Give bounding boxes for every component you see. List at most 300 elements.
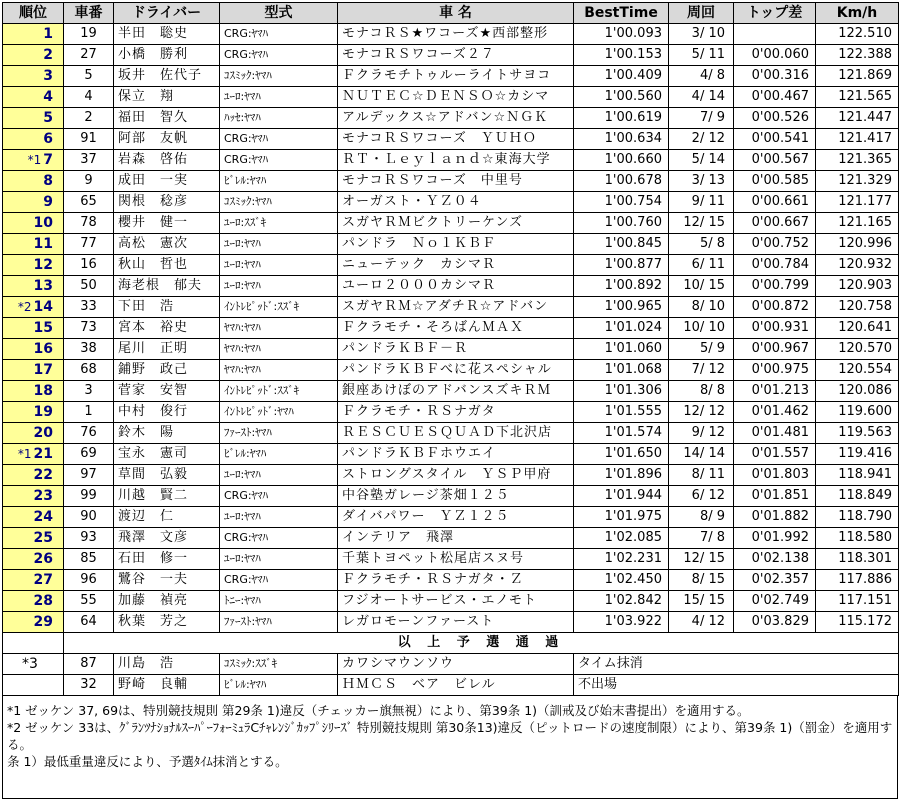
car-number-cell: 2: [64, 108, 114, 129]
laps-cell: 2/ 12: [669, 129, 734, 150]
car-number-cell: 76: [64, 423, 114, 444]
table-row: [3, 339, 899, 360]
car-number-cell: 68: [64, 360, 114, 381]
speed-cell: 121.417: [816, 129, 899, 150]
table-row: [3, 213, 899, 234]
type-cell: ﾕｰﾛ:ﾔﾏﾊ: [220, 255, 338, 276]
car-number-cell: 97: [64, 465, 114, 486]
speed-cell: 121.165: [816, 213, 899, 234]
position-value: 16: [33, 341, 53, 357]
type-cell: ｲﾝﾄﾚﾋﾟｯﾄﾞ:ｽｽﾞｷ: [220, 381, 338, 402]
position-value: 25: [33, 530, 53, 546]
driver-cell: 鈴木 陽: [114, 423, 220, 444]
car-number-cell: 99: [64, 486, 114, 507]
speed-cell: 121.177: [816, 192, 899, 213]
col-header-position: 順位: [3, 3, 64, 24]
gap-cell: 0'01.803: [734, 465, 816, 486]
col-header-car-name: 車 名: [338, 3, 574, 24]
position-value: 29: [33, 614, 53, 630]
laps-cell: 10/ 10: [669, 318, 734, 339]
position-cell: [3, 213, 64, 234]
best-time-cell: 1'00.845: [574, 234, 669, 255]
table-row: [3, 24, 899, 45]
laps-cell: 15/ 15: [669, 591, 734, 612]
type-cell: ﾕｰﾛ:ﾔﾏﾊ: [220, 549, 338, 570]
type-cell: CRG:ﾔﾏﾊ: [220, 528, 338, 549]
car-number-cell: 4: [64, 87, 114, 108]
penalty-mark: *1: [27, 153, 42, 167]
car-name-cell: 千葉トヨペット松尾店スヌ号: [338, 549, 574, 570]
table-row: [3, 444, 899, 465]
status-cell: 不出場: [574, 675, 899, 696]
position-value: 7: [43, 152, 53, 168]
laps-cell: 3/ 10: [669, 24, 734, 45]
position-value: 5: [43, 110, 53, 126]
table-row: [3, 486, 899, 507]
position-value: 17: [33, 362, 53, 378]
car-number-cell: 50: [64, 276, 114, 297]
position-value: 24: [33, 509, 53, 525]
gap-cell: 0'01.557: [734, 444, 816, 465]
position-cell: [3, 318, 64, 339]
type-cell: CRG:ﾔﾏﾊ: [220, 486, 338, 507]
car-number-cell: 73: [64, 318, 114, 339]
notes-section: [2, 696, 898, 799]
position-cell: [3, 381, 64, 402]
car-number-cell: 3: [64, 381, 114, 402]
speed-cell: 121.447: [816, 108, 899, 129]
position-value: 20: [33, 425, 53, 441]
type-cell: ﾕｰﾛ:ﾔﾏﾊ: [220, 276, 338, 297]
driver-cell: 櫻井 健一: [114, 213, 220, 234]
type-cell: ﾌｧｰｽﾄ:ﾔﾏﾊ: [220, 423, 338, 444]
car-number-cell: 77: [64, 234, 114, 255]
car-number-cell: 55: [64, 591, 114, 612]
speed-cell: 119.416: [816, 444, 899, 465]
car-number-cell: 78: [64, 213, 114, 234]
position-value: 26: [33, 551, 53, 567]
position-value: 4: [43, 89, 53, 105]
driver-cell: 坂井 佐代子: [114, 66, 220, 87]
car-name-cell: ＨＭＣＳ ベア ビレル: [338, 675, 574, 696]
speed-cell: 115.172: [816, 612, 899, 633]
driver-cell: 海老根 郁夫: [114, 276, 220, 297]
gap-cell: 0'00.060: [734, 45, 816, 66]
car-name-cell: スガヤＲＭビクトリーケンズ: [338, 213, 574, 234]
car-number-cell: 64: [64, 612, 114, 633]
position-cell: [3, 45, 64, 66]
type-cell: ｺｽﾐｯｸ:ｽｽﾞｷ: [220, 654, 338, 675]
table-row: [3, 150, 899, 171]
col-header-type: 型式: [220, 3, 338, 24]
position-cell: [3, 549, 64, 570]
car-name-cell: アルデックス☆アドバン☆ＮＧＫ: [338, 108, 574, 129]
speed-cell: 119.563: [816, 423, 899, 444]
gap-cell: 0'01.481: [734, 423, 816, 444]
table-row: [3, 66, 899, 87]
driver-cell: 鷺谷 一夫: [114, 570, 220, 591]
type-cell: ﾋﾞﾚﾙ:ﾔﾏﾊ: [220, 444, 338, 465]
position-cell: [3, 444, 64, 465]
speed-cell: 118.790: [816, 507, 899, 528]
type-cell: ﾊｯｾ:ﾔﾏﾊ: [220, 108, 338, 129]
gap-cell: 0'01.882: [734, 507, 816, 528]
table-row: [3, 87, 899, 108]
gap-cell: 0'01.213: [734, 381, 816, 402]
position-value: 27: [33, 572, 53, 588]
type-cell: ﾔﾏﾊ:ﾔﾏﾊ: [220, 318, 338, 339]
driver-cell: 草間 弘毅: [114, 465, 220, 486]
driver-cell: 川越 賢二: [114, 486, 220, 507]
car-name-cell: レガロモーンファースト: [338, 612, 574, 633]
laps-cell: 7/ 12: [669, 360, 734, 381]
results-sheet: [2, 2, 898, 799]
speed-cell: 121.565: [816, 87, 899, 108]
type-cell: ﾕｰﾛ:ﾔﾏﾊ: [220, 87, 338, 108]
laps-cell: 4/ 12: [669, 612, 734, 633]
position-cell: [3, 24, 64, 45]
speed-cell: 121.365: [816, 150, 899, 171]
table-row: [3, 507, 899, 528]
driver-cell: 半田 聡史: [114, 24, 220, 45]
best-time-cell: 1'02.231: [574, 549, 669, 570]
car-name-cell: ＮＵＴＥＣ☆ＤＥＮＳＯ☆カシマ: [338, 87, 574, 108]
table-row: [3, 108, 899, 129]
best-time-cell: 1'01.896: [574, 465, 669, 486]
laps-cell: 9/ 12: [669, 423, 734, 444]
gap-cell: 0'02.138: [734, 549, 816, 570]
laps-cell: 12/ 15: [669, 549, 734, 570]
best-time-cell: 1'01.975: [574, 507, 669, 528]
driver-cell: 高松 憲次: [114, 234, 220, 255]
car-number-cell: 1: [64, 402, 114, 423]
note-2: *2 ゼッケン 33は、ｸﾞﾗﾝﾂﾅｼｮﾅﾙｽｰﾊﾟｰﾌｫｰﾐｭﾗCﾁｬﾚﾝｼﾞｶｯﾌﾟｼﾘｰｽﾞ 特別競技規則 第30条13)違反（ピットロードの速度制限）により、第39条 1)（罰金）を適用する。: [7, 720, 893, 752]
position-cell: [3, 150, 64, 171]
type-cell: CRG:ﾔﾏﾊ: [220, 570, 338, 591]
position-value: 2: [43, 47, 53, 63]
type-cell: ﾔﾏﾊ:ﾔﾏﾊ: [220, 360, 338, 381]
driver-cell: 秋山 哲也: [114, 255, 220, 276]
position-value: 14: [33, 299, 53, 315]
type-cell: ｺｽﾐｯｸ:ﾔﾏﾊ: [220, 192, 338, 213]
car-number-cell: 91: [64, 129, 114, 150]
speed-cell: 120.758: [816, 297, 899, 318]
speed-cell: 118.301: [816, 549, 899, 570]
car-name-cell: オーガスト・ＹＺ０４: [338, 192, 574, 213]
col-header-driver: ドライバー: [114, 3, 220, 24]
best-time-cell: 1'01.944: [574, 486, 669, 507]
speed-cell: 119.600: [816, 402, 899, 423]
speed-cell: 122.510: [816, 24, 899, 45]
position-value: 28: [33, 593, 53, 609]
laps-cell: 5/ 9: [669, 339, 734, 360]
gap-cell: 0'00.661: [734, 192, 816, 213]
table-row: [3, 612, 899, 633]
gap-cell: 0'02.357: [734, 570, 816, 591]
col-header-speed: Km/h: [816, 3, 899, 24]
position-value: 8: [43, 173, 53, 189]
table-row: [3, 402, 899, 423]
best-time-cell: 1'03.922: [574, 612, 669, 633]
gap-cell: 0'00.667: [734, 213, 816, 234]
laps-cell: 5/ 11: [669, 45, 734, 66]
excluded-row: [3, 654, 899, 675]
gap-cell: 0'00.784: [734, 255, 816, 276]
position-cell: [3, 297, 64, 318]
col-header-gap: トップ差: [734, 3, 816, 24]
table-row: [3, 318, 899, 339]
best-time-cell: 1'00.965: [574, 297, 669, 318]
car-name-cell: ニューテック カシマＲ: [338, 255, 574, 276]
car-number-cell: 32: [64, 675, 114, 696]
laps-cell: 12/ 15: [669, 213, 734, 234]
car-name-cell: パンドラ Ｎｏ１ＫＢＦ: [338, 234, 574, 255]
position-cell: [3, 192, 64, 213]
driver-cell: 宝永 憲司: [114, 444, 220, 465]
type-cell: ｺｽﾐｯｸ:ﾔﾏﾊ: [220, 66, 338, 87]
car-name-cell: パンドラＫＢＦホウエイ: [338, 444, 574, 465]
car-name-cell: ユーロ２０００カシマＲ: [338, 276, 574, 297]
driver-cell: 野崎 良輔: [114, 675, 220, 696]
position-cell: [3, 402, 64, 423]
position-value: 3: [43, 68, 53, 84]
laps-cell: 6/ 12: [669, 486, 734, 507]
position-cell: *3: [3, 654, 64, 675]
position-cell: [3, 234, 64, 255]
gap-cell: 0'00.567: [734, 150, 816, 171]
gap-cell: 0'02.749: [734, 591, 816, 612]
best-time-cell: 1'00.634: [574, 129, 669, 150]
speed-cell: 120.996: [816, 234, 899, 255]
best-time-cell: 1'02.085: [574, 528, 669, 549]
position-value: 13: [33, 278, 53, 294]
driver-cell: 渡辺 仁: [114, 507, 220, 528]
speed-cell: 121.329: [816, 171, 899, 192]
gap-cell: 0'00.967: [734, 339, 816, 360]
qualified-separator-row: [3, 633, 899, 654]
laps-cell: 10/ 15: [669, 276, 734, 297]
table-row: [3, 381, 899, 402]
driver-cell: 関根 稔彦: [114, 192, 220, 213]
car-name-cell: モナコＲＳワコーズ 中里号: [338, 171, 574, 192]
position-cell: [3, 108, 64, 129]
laps-cell: 8/ 11: [669, 465, 734, 486]
table-row: [3, 528, 899, 549]
penalty-mark: *1: [17, 447, 32, 461]
gap-cell: 0'00.541: [734, 129, 816, 150]
car-name-cell: ＲＥＳＣＵＥＳＱＵＡＤ下北沢店: [338, 423, 574, 444]
speed-cell: 120.570: [816, 339, 899, 360]
position-cell: [3, 507, 64, 528]
type-cell: ｲﾝﾄﾚﾋﾟｯﾄﾞ:ｽｽﾞｷ: [220, 297, 338, 318]
speed-cell: 118.941: [816, 465, 899, 486]
table-row: [3, 276, 899, 297]
position-cell: [3, 612, 64, 633]
gap-cell: 0'03.829: [734, 612, 816, 633]
car-number-cell: 69: [64, 444, 114, 465]
gap-cell: 0'00.799: [734, 276, 816, 297]
best-time-cell: 1'01.060: [574, 339, 669, 360]
col-header-best-time: BestTime: [574, 3, 669, 24]
car-number-cell: 19: [64, 24, 114, 45]
position-cell: [3, 66, 64, 87]
position-cell: [3, 255, 64, 276]
car-number-cell: 65: [64, 192, 114, 213]
type-cell: ﾕｰﾛ:ｽｽﾞｷ: [220, 213, 338, 234]
laps-cell: 6/ 11: [669, 255, 734, 276]
speed-cell: 120.086: [816, 381, 899, 402]
car-name-cell: モナコＲＳワコーズ２７: [338, 45, 574, 66]
table-row: [3, 360, 899, 381]
position-cell: [3, 465, 64, 486]
header-row: [3, 3, 899, 24]
results-table: [2, 2, 899, 696]
speed-cell: 121.869: [816, 66, 899, 87]
driver-cell: 尾川 正明: [114, 339, 220, 360]
driver-cell: 秋葉 芳之: [114, 612, 220, 633]
col-header-car-number: 車番: [64, 3, 114, 24]
gap-cell: 0'00.316: [734, 66, 816, 87]
laps-cell: 3/ 13: [669, 171, 734, 192]
speed-cell: 120.641: [816, 318, 899, 339]
type-cell: ﾔﾏﾊ:ﾔﾏﾊ: [220, 339, 338, 360]
position-cell: [3, 171, 64, 192]
laps-cell: 4/ 8: [669, 66, 734, 87]
laps-cell: 8/ 15: [669, 570, 734, 591]
position-value: 23: [33, 488, 53, 504]
table-row: [3, 465, 899, 486]
best-time-cell: 1'00.678: [574, 171, 669, 192]
driver-cell: 成田 一実: [114, 171, 220, 192]
driver-cell: 福田 智久: [114, 108, 220, 129]
position-value: 15: [33, 320, 53, 336]
table-row: [3, 234, 899, 255]
type-cell: ﾄﾆｰ:ﾔﾏﾊ: [220, 591, 338, 612]
car-name-cell: スガヤＲＭ☆アダチＲ☆アドバン: [338, 297, 574, 318]
table-row: [3, 423, 899, 444]
gap-cell: 0'00.752: [734, 234, 816, 255]
driver-cell: 下田 浩: [114, 297, 220, 318]
gap-cell: 0'00.975: [734, 360, 816, 381]
best-time-cell: 1'01.068: [574, 360, 669, 381]
best-time-cell: 1'01.306: [574, 381, 669, 402]
position-value: 18: [33, 383, 53, 399]
position-value: 10: [33, 215, 53, 231]
car-name-cell: ＲＴ・Ｌｅｙｌａｎｄ☆東海大学: [338, 150, 574, 171]
table-row: [3, 192, 899, 213]
type-cell: CRG:ﾔﾏﾊ: [220, 129, 338, 150]
table-row: [3, 45, 899, 66]
car-number-cell: 27: [64, 45, 114, 66]
best-time-cell: 1'00.754: [574, 192, 669, 213]
driver-cell: 飛澤 文彦: [114, 528, 220, 549]
position-value: 12: [33, 257, 53, 273]
car-name-cell: ダイバパワー ＹＺ１２５: [338, 507, 574, 528]
note-3: 条 1）最低重量違反により、予選ﾀｲﾑ抹消とする。: [7, 754, 288, 769]
type-cell: ﾕｰﾛ:ﾔﾏﾊ: [220, 465, 338, 486]
position-value: 9: [43, 194, 53, 210]
driver-cell: 鋪野 政己: [114, 360, 220, 381]
car-name-cell: カワシマウンソウ: [338, 654, 574, 675]
position-cell: [3, 591, 64, 612]
best-time-cell: 1'01.574: [574, 423, 669, 444]
driver-cell: 加藤 禎亮: [114, 591, 220, 612]
results-body: [3, 24, 899, 696]
car-name-cell: モナコＲＳワコーズ ＹＵＨＯ: [338, 129, 574, 150]
table-row: [3, 549, 899, 570]
position-cell: [3, 675, 64, 696]
position-cell: [3, 570, 64, 591]
gap-cell: [734, 24, 816, 45]
best-time-cell: 1'01.650: [574, 444, 669, 465]
best-time-cell: 1'00.877: [574, 255, 669, 276]
best-time-cell: 1'01.024: [574, 318, 669, 339]
laps-cell: 4/ 14: [669, 87, 734, 108]
best-time-cell: 1'02.842: [574, 591, 669, 612]
excluded-row: [3, 675, 899, 696]
driver-cell: 岩森 啓佑: [114, 150, 220, 171]
table-row: [3, 255, 899, 276]
position-cell: [3, 528, 64, 549]
car-number-cell: 90: [64, 507, 114, 528]
laps-cell: 8/ 9: [669, 507, 734, 528]
gap-cell: 0'00.526: [734, 108, 816, 129]
type-cell: ﾕｰﾛ:ﾔﾏﾊ: [220, 507, 338, 528]
note-1: *1 ゼッケン 37, 69は、特別競技規則 第29条 1)違反（チェッカー旗無視）により、第39条 1)（訓戒及び始末書提出）を適用する。: [7, 703, 750, 718]
laps-cell: 7/ 8: [669, 528, 734, 549]
type-cell: ﾌｧｰｽﾄ:ﾔﾏﾊ: [220, 612, 338, 633]
position-cell: [3, 87, 64, 108]
car-number-cell: 37: [64, 150, 114, 171]
car-name-cell: インテリア 飛澤: [338, 528, 574, 549]
speed-cell: 117.151: [816, 591, 899, 612]
type-cell: CRG:ﾔﾏﾊ: [220, 45, 338, 66]
position-value: 11: [33, 236, 53, 252]
gap-cell: 0'01.462: [734, 402, 816, 423]
best-time-cell: 1'00.760: [574, 213, 669, 234]
driver-cell: 小橋 勝利: [114, 45, 220, 66]
car-name-cell: フジオートサービス・エノモト: [338, 591, 574, 612]
laps-cell: 12/ 12: [669, 402, 734, 423]
gap-cell: 0'00.467: [734, 87, 816, 108]
best-time-cell: 1'00.560: [574, 87, 669, 108]
speed-cell: 120.903: [816, 276, 899, 297]
position-value: 21: [33, 446, 53, 462]
col-header-laps: 周回: [669, 3, 734, 24]
car-number-cell: 87: [64, 654, 114, 675]
driver-cell: 阿部 友帆: [114, 129, 220, 150]
gap-cell: 0'01.992: [734, 528, 816, 549]
car-name-cell: パンドラＫＢＦべに花スペシャル: [338, 360, 574, 381]
driver-cell: 菅家 安智: [114, 381, 220, 402]
best-time-cell: 1'00.093: [574, 24, 669, 45]
best-time-cell: 1'00.619: [574, 108, 669, 129]
best-time-cell: 1'02.450: [574, 570, 669, 591]
car-name-cell: Ｆクラモチトゥルーライトサヨコ: [338, 66, 574, 87]
best-time-cell: 1'01.555: [574, 402, 669, 423]
laps-cell: 5/ 8: [669, 234, 734, 255]
car-name-cell: Ｆクラモチ・ＲＳナガタ・Ｚ: [338, 570, 574, 591]
separator-blank-cell: [3, 633, 64, 654]
table-row: [3, 591, 899, 612]
laps-cell: 8/ 10: [669, 297, 734, 318]
status-cell: タイム抹消: [574, 654, 899, 675]
speed-cell: 118.580: [816, 528, 899, 549]
car-name-cell: ストロングスタイル ＹＳＰ甲府: [338, 465, 574, 486]
driver-cell: 保立 翔: [114, 87, 220, 108]
gap-cell: 0'00.931: [734, 318, 816, 339]
driver-cell: 川島 浩: [114, 654, 220, 675]
